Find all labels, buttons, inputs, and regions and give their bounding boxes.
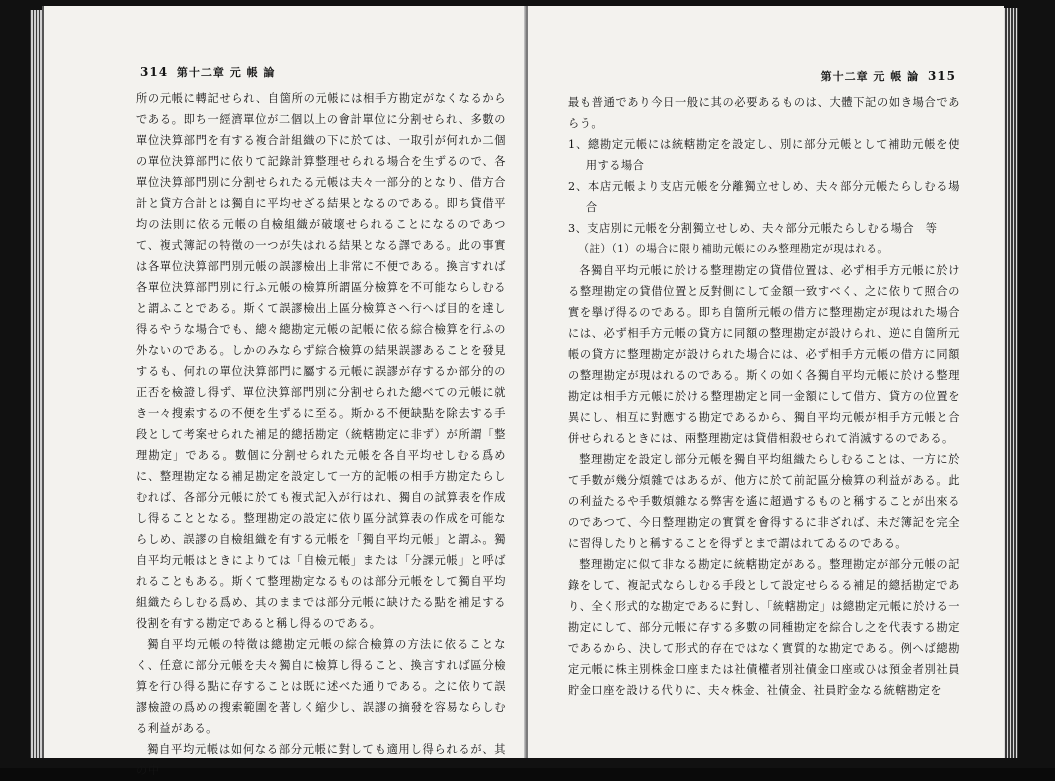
- left-chapter-title: 元 帳 論: [229, 66, 276, 79]
- right-paragraph-3: 整理勘定に似て非なる勘定に統轄勘定がある。整理勘定が部分元帳の記錄をして、複記式ならしむる手段として設定せらるる補足的總括勘定であり、全く形式的な勘定であるに對し、「統轄勘定」は總勘定元帳に於ける一勘定にして、部分元帳に存する多數の同種勘定を綜合し之を代表する勘定であるから、決して形式的存在ではなく實質的な勘定である。例へば總勘定元帳に株主別株金口座または社債權者別社債金口座或ひは預金者別社員貯金口座を設ける代りに、夫々株金、社債金、社員貯金なる統轄勘定を: [568, 558, 960, 697]
- right-paragraph-2: 整理勘定を設定し部分元帳を獨自平均組織たらしむることは、一方に於て手數が幾分煩雜ではあるが、他方に於て前記區分檢算の利益がある。此の利益たるや手數煩雜なる弊害を遙に超過するものと稱することが出來るのであつて、今日整理勘定の實質を會得するに非ざれば、未だ簿記を完全に習得したりと稱することを得ずとまで謂はれてゐるのである。: [568, 453, 960, 550]
- left-chapter-label: 第十二章: [176, 66, 225, 79]
- right-intro: 最も普通であり今日一般に其の必要あるものは、大體下記の如き場合であらう。: [568, 96, 960, 130]
- left-paragraph-3: 獨自平均元帳は如何なる部分元帳に對しても適用し得られるが、其の中: [136, 743, 506, 777]
- left-paragraph-2: 獨自平均元帳の特徵は總勘定元帳の綜合檢算の方法に依ることなく、任意に部分元帳を夫々獨自に檢算し得ること、換言すれば區分檢算を行ひ得る點に存することは既に述べた通りである。之に依りて誤謬檢證の爲めの搜索範圍を著しく縮少し、誤謬の摘發を容易ならしむる利益がある。: [136, 638, 506, 735]
- left-page-body: [136, 88, 506, 781]
- list-item: 2、本店元帳より支店元帳を分離獨立せしめ、夫々部分元帳たらしむる場合: [568, 180, 960, 214]
- footnote: （註）（1）の場合に限り補助元帳にのみ整理勘定が現はれる。: [578, 243, 889, 255]
- list-item: 1、總勘定元帳には統轄勘定を設定し、別に部分元帳として補助元帳を使用する場合: [568, 138, 960, 172]
- right-page-body: [568, 92, 960, 701]
- right-page-number: 315: [927, 69, 956, 83]
- right-page: [528, 6, 1004, 758]
- list-item: 3、支店別に元帳を分割獨立せしめ、夫々部分元帳たらしむる場合 等: [568, 222, 938, 235]
- left-page-number: 314: [140, 65, 169, 79]
- right-paragraph-1: 各獨自平均元帳に於ける整理勘定の貸借位置は、必ず相手方元帳に於ける整理勘定の貸借位置と反對側にして金額一致すべく、之に依りて照合の實を擧げ得るのである。即ち自箇所元帳の借方に整理勘定が現はれた場合には、必ず相手方元帳の貸方に同額の整理勘定が設けられ、逆に自箇所元帳の貸方に整理勘定が設けられた場合には、必ず相手方元帳の借方に同額の整理勘定が現はれるのである。斯くの如く各獨自平均元帳に於ける整理勘定は相手方元帳に於ける整理勘定と同一金額にして借方、貸方の位置を異にし、相互に對應する勘定であるから、獨自平均元帳が相手方元帳と合併せられるときには、兩整理勘定は貸借相殺せられて消滅するのである。: [568, 264, 960, 445]
- right-chapter-title: 元 帳 論: [873, 70, 920, 83]
- right-page-edge: [1004, 8, 1018, 758]
- right-running-head: [568, 68, 960, 84]
- left-page: [42, 6, 526, 777]
- left-page-edge: [30, 10, 42, 758]
- right-chapter-label: 第十二章: [820, 70, 869, 83]
- left-running-head: [136, 64, 506, 80]
- left-paragraph-1: 所の元帳に轉記せられ、自箇所の元帳には相手方勘定がなくなるからである。即ち一經濟單位が二個以上の會計單位に分割せられ、多數の單位決算部門を有する複合計組織の下に於ては、一取引が何れか二個の單位決算部門に依りて記錄計算整理せられる場合を生ずるので、各單位決算部門別に分割せられたる元帳は夫々一部分的となり、借方合計と貸方合計とは獨自に平均せざる結果となるのである。即ち貸借平均の法則に依る元帳の自檢組織が破壞せられることになるのであつて、複式簿記の特徵の一つが失はれる結果となる譯である。此の事實は各單位決算部門別元帳の誤謬檢出上非常に不便である。換言すれば各單位決算部門別に行ふ元帳の檢算所謂區分檢算を不可能ならしむると謂ふことである。斯くて誤謬檢出上區分檢算さへ行へば目的を達し得るやうな場合でも、總々總勘定元帳の記帳に依る綜合檢算を行ふの外ないのである。しかのみならず綜合檢算の結果誤謬あることを發見するも、何れの單位決算部門に屬する元帳に誤謬が存するか部分的の正否を檢證し得ず、單位決算部門別に分割せられた總べての元帳に就き一々搜索するの不便を生ずるに至る。斯かる不便缺點を除去する手段として考案せられた補足的總括勘定（統轄勘定に非ず）が所謂「整理勘定」である。數個に分割せられた元帳を各自平均せしむる爲めに、整理勘定なる補足勘定を設定して一方的記帳の相手方勘定たらしむれば、各部分元帳に於ても複式記入が行はれ、獨自の試算表を作成し得ることとなる。整理勘定の設定に依り區分試算表の作成を可能ならしめ、誤謬の自檢組織を有する元帳を「獨自平均元帳」と謂ふ。獨自平均元帳はときによりては「自檢元帳」または「分課元帳」と呼ばれることもある。斯くて整理勘定なるものは部分元帳をして獨自平均組織たらしむる爲め、其のままでは部分元帳に缺けたる點を補足する役割を有する勘定であると稱し得るのである。: [136, 92, 506, 630]
